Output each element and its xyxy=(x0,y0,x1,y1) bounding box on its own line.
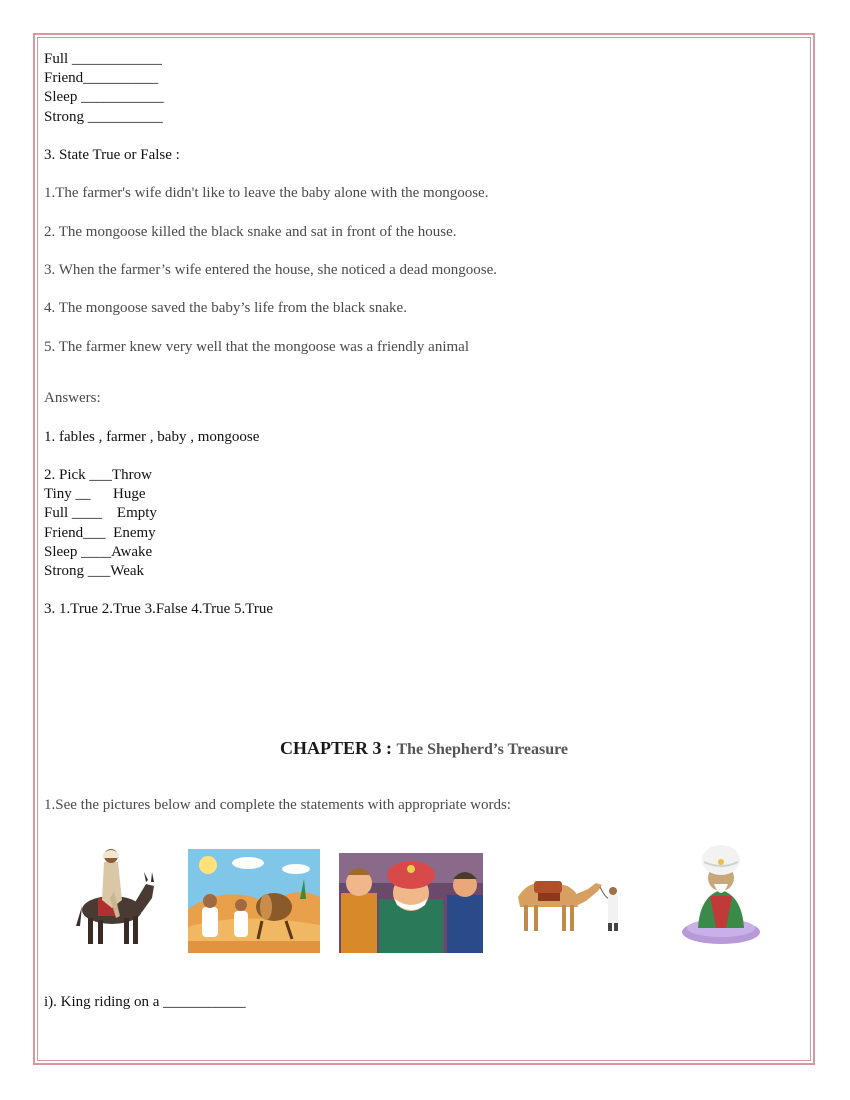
true-false-item-5: 5. The farmer knew very well that the mongoose was a friendly animal xyxy=(44,339,470,355)
true-false-item-1: 1.The farmer's wife didn't like to leave the baby alone with the mongoose. xyxy=(44,185,489,201)
true-false-item-4: 4. The mongoose saved the baby’s life from the black snake. xyxy=(44,300,407,316)
desert-drum-scene-picture xyxy=(188,849,320,953)
answer-2-line-3: Full ____ Empty xyxy=(44,505,157,521)
worksheet-line-full: Full ____________ xyxy=(44,51,162,67)
chapter-label: CHAPTER 3 : xyxy=(279,738,392,758)
true-false-item-3: 3. When the farmer’s wife entered the house, she noticed a dead mongoose. xyxy=(44,262,498,278)
answers-heading: Answers: xyxy=(44,390,101,406)
answer-3: 3. 1.True 2.True 3.False 4.True 5.True xyxy=(44,601,274,617)
worksheet-line-strong: Strong __________ xyxy=(44,109,163,125)
king-and-courtiers-picture xyxy=(339,853,483,953)
worksheet-line-friend: Friend__________ xyxy=(44,70,159,86)
answer-1: 1. fables , farmer , baby , mongoose xyxy=(44,429,260,445)
chapter-title: The Shepherd’s Treasure xyxy=(396,741,569,758)
answer-2-line-4: Friend___ Enemy xyxy=(44,525,156,541)
exercise-instruction: 1.See the pictures below and complete the statements with appropriate words: xyxy=(44,797,511,813)
camel-with-guide-picture xyxy=(512,869,632,935)
chapter-heading xyxy=(44,738,804,759)
exercise-statement-1: i). King riding on a ___________ xyxy=(44,994,246,1010)
wizard-on-cushion-picture xyxy=(680,840,762,948)
answer-2-line-2: Tiny __ Huge xyxy=(44,486,146,502)
answer-2-line-1: 2. Pick ___Throw xyxy=(44,467,152,483)
worksheet-line-sleep: Sleep ___________ xyxy=(44,89,164,105)
answer-2-line-6: Strong ___Weak xyxy=(44,563,145,579)
true-false-heading: 3. State True or False : xyxy=(44,147,180,163)
answer-2-line-5: Sleep ____Awake xyxy=(44,544,153,560)
true-false-item-2: 2. The mongoose killed the black snake and sat in front of the house. xyxy=(44,224,457,240)
man-on-donkey-picture xyxy=(72,842,160,950)
